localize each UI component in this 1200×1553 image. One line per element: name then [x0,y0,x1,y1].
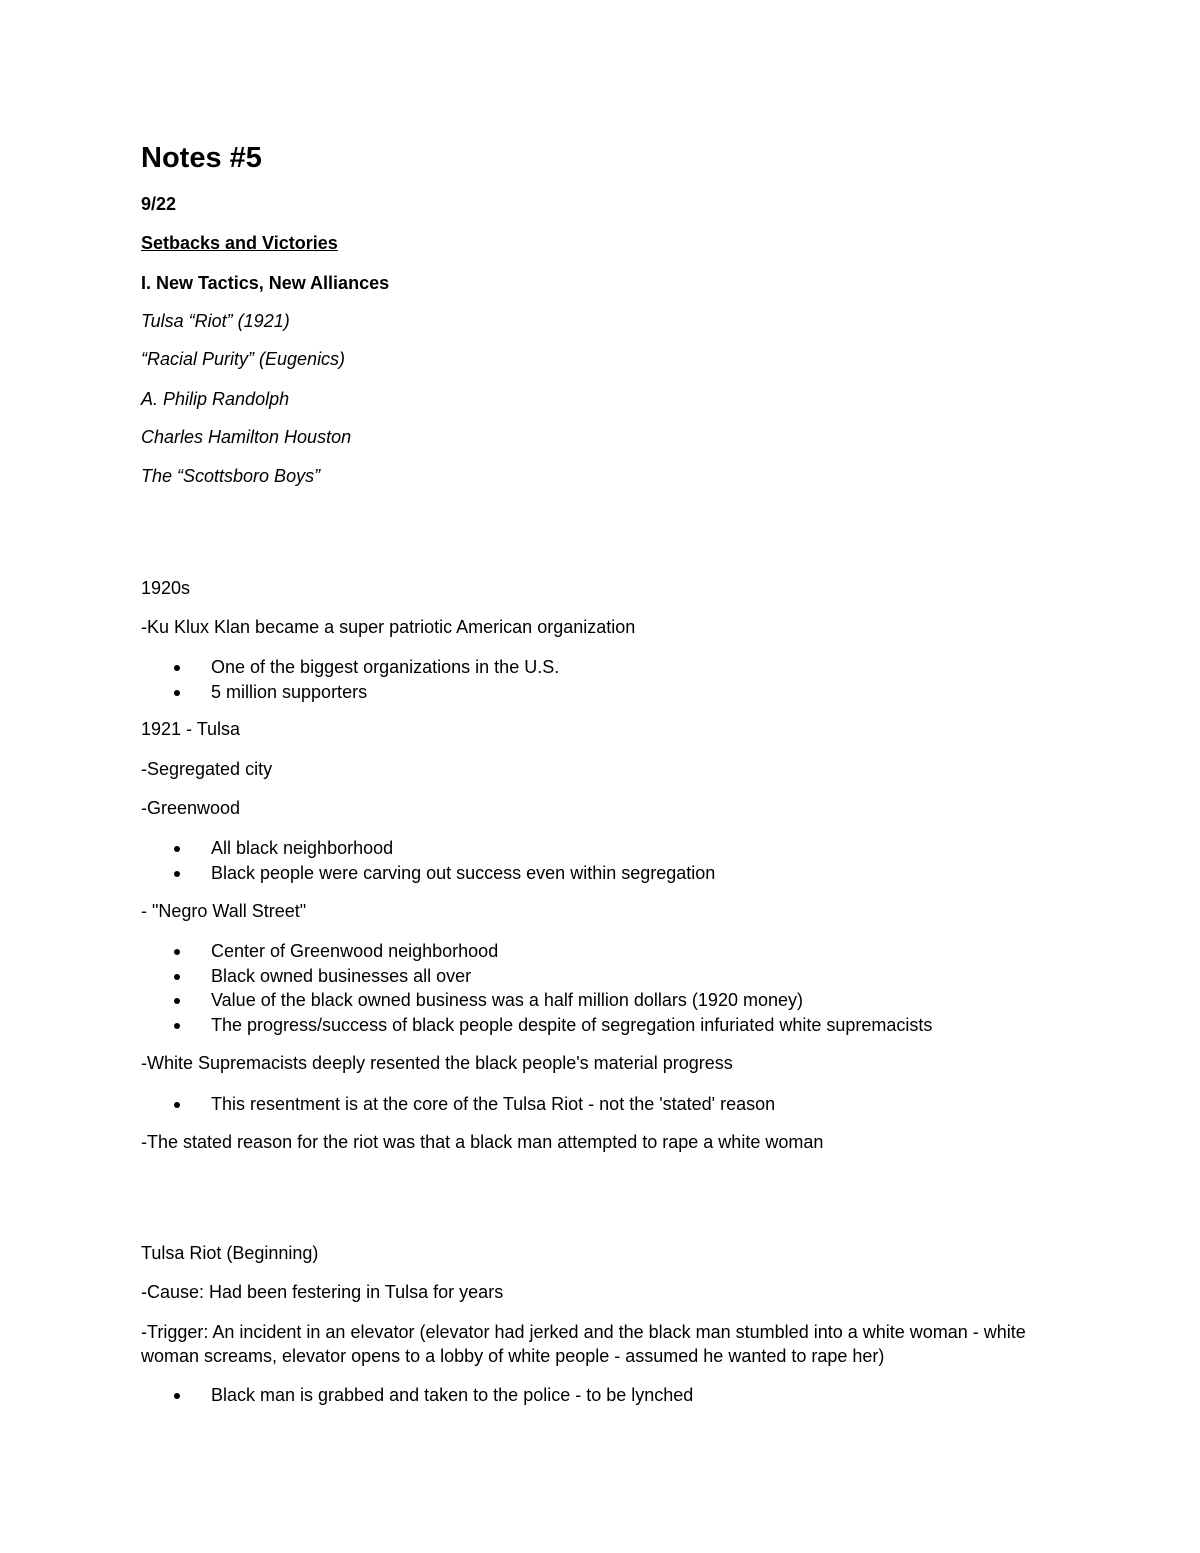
note-line: -White Supremacists deeply resented the black people's material progress [141,1053,733,1073]
bullet-icon [174,690,180,696]
note-line: -Greenwood [141,798,241,818]
bullet-icon [174,1102,180,1108]
bullet-list [141,837,715,886]
term-item: The “Scottsboro Boys” [141,466,321,486]
note-line: - "Negro Wall Street" [141,901,307,921]
bullet-icon [174,1023,180,1029]
list-item: Black man is grabbed and taken to the police - to be lynched [141,1384,693,1409]
bullet-list [141,1384,693,1409]
list-item: All black neighborhood [141,837,715,862]
note-line: -Trigger: An incident in an elevator (elevator had jerked and the black man stumbled into a white woman - white woman screams, elevator opens to a lobby of white people - assumed he wanted to rape her) [141,1322,1026,1366]
bullet-icon [174,871,180,877]
list-item: Black people were carving out success even within segregation [141,862,715,887]
list-item: Black owned businesses all over [141,965,932,990]
section-heading: I. New Tactics, New Alliances [141,273,390,293]
bullet-icon [174,949,180,955]
bullet-list [141,1093,775,1118]
note-line: -Cause: Had been festering in Tulsa for years [141,1282,504,1302]
bullet-icon [174,665,180,671]
list-item: Value of the black owned business was a half million dollars (1920 money) [141,989,932,1014]
list-item: One of the biggest organizations in the U.S. [141,656,559,681]
list-item: 5 million supporters [141,681,559,706]
date: 9/22 [141,194,177,214]
list-item: Center of Greenwood neighborhood [141,940,932,965]
subsection-heading: Tulsa Riot (Beginning) [141,1243,319,1263]
lecture-heading: Setbacks and Victories [141,233,338,253]
decade-heading: 1920s [141,578,191,598]
note-line: -The stated reason for the riot was that a black man attempted to rape a white woman [141,1132,824,1152]
term-item: A. Philip Randolph [141,389,290,409]
bullet-icon [174,974,180,980]
term-item: “Racial Purity” (Eugenics) [141,349,346,369]
page-title: Notes #5 [141,142,262,174]
list-item: The progress/success of black people despite of segregation infuriated white supremacists [141,1014,932,1039]
term-item: Charles Hamilton Houston [141,427,352,447]
term-item: Tulsa “Riot” (1921) [141,311,290,331]
note-line: 1921 - Tulsa [141,719,241,739]
note-line: -Segregated city [141,759,273,779]
note-line: -Ku Klux Klan became a super patriotic American organization [141,617,636,637]
bullet-icon [174,998,180,1004]
bullet-icon [174,846,180,852]
list-item: This resentment is at the core of the Tulsa Riot - not the 'stated' reason [141,1093,775,1118]
bullet-list [141,656,559,705]
bullet-icon [174,1393,180,1399]
bullet-list [141,940,932,1038]
